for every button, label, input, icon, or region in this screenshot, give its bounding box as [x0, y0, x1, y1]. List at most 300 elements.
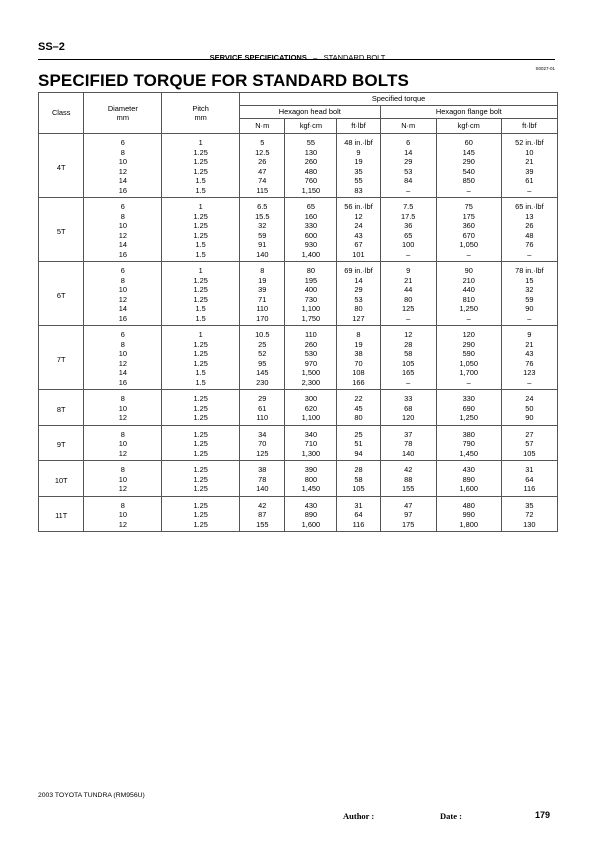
table-cell: 6	[84, 262, 162, 276]
footer-author-label: Author :	[343, 811, 375, 821]
table-cell: 1.25	[162, 439, 240, 449]
table-cell: 390	[285, 461, 337, 475]
table-cell: 16	[84, 186, 162, 198]
page-id: SS–2	[38, 41, 65, 53]
breadcrumb-separator: –	[313, 53, 318, 62]
table-cell: 1.25	[162, 359, 240, 369]
table-cell: 38	[337, 349, 380, 359]
table-cell: 44	[380, 285, 436, 295]
table-cell: 15	[501, 276, 557, 286]
table-row	[39, 425, 558, 439]
table-cell: 28	[380, 340, 436, 350]
table-cell: –	[380, 250, 436, 262]
table-row	[39, 413, 558, 425]
table-cell: 430	[285, 496, 337, 510]
table-cell: 210	[436, 276, 501, 286]
document-code: S0027-01	[535, 66, 555, 71]
table-cell: 47	[380, 496, 436, 510]
table-cell: 55	[337, 176, 380, 186]
table-cell: 12	[380, 326, 436, 340]
table-cell: 31	[501, 461, 557, 475]
table-cell: 37	[380, 425, 436, 439]
table-cell: 19	[337, 340, 380, 350]
table-cell: 7.5	[380, 198, 436, 212]
table-cell: 115	[240, 186, 285, 198]
table-row	[39, 390, 558, 404]
table-cell: 52	[240, 349, 285, 359]
table-cell: 12	[337, 212, 380, 222]
table-cell: 1.5	[162, 368, 240, 378]
header-head-ftlbf: ft·lbf	[337, 119, 380, 134]
table-cell: 70	[337, 359, 380, 369]
table-row	[39, 359, 558, 369]
table-row	[39, 250, 558, 262]
table-cell: 1,600	[436, 484, 501, 496]
table-cell: 125	[380, 304, 436, 314]
table-cell: 1,600	[285, 520, 337, 532]
table-cell: 480	[285, 167, 337, 177]
table-cell: 10	[84, 285, 162, 295]
table-row	[39, 510, 558, 520]
header-flange-ftlbf: ft·lbf	[501, 119, 557, 134]
table-cell: 84	[380, 176, 436, 186]
table-cell: 17.5	[380, 212, 436, 222]
table-cell: 165	[380, 368, 436, 378]
table-cell: 16	[84, 314, 162, 326]
table-cell: 2,300	[285, 378, 337, 390]
table-cell: 14	[337, 276, 380, 286]
table-cell: 155	[240, 520, 285, 532]
table-cell: 60	[436, 134, 501, 148]
table-cell: 145	[436, 148, 501, 158]
table-cell: –	[436, 186, 501, 198]
table-cell: 16	[84, 250, 162, 262]
table-cell: 19	[240, 276, 285, 286]
header-diameter-label: Diameter	[107, 103, 138, 113]
table-cell: 61	[501, 176, 557, 186]
table-cell: –	[380, 378, 436, 390]
table-cell: 1	[162, 326, 240, 340]
table-cell: –	[380, 314, 436, 326]
table-cell: 24	[337, 221, 380, 231]
table-cell: 12	[84, 295, 162, 305]
table-cell: 12	[84, 449, 162, 461]
table-cell: 29	[380, 157, 436, 167]
class-group	[39, 390, 558, 426]
table-cell: 12	[84, 359, 162, 369]
header-head-kgf: kgf·cm	[285, 119, 337, 134]
table-cell: 71	[240, 295, 285, 305]
header-hex-flange: Hexagon flange bolt	[380, 106, 557, 119]
table-cell: 87	[240, 510, 285, 520]
class-cell: 4T	[39, 134, 84, 198]
table-cell: 29	[337, 285, 380, 295]
table-row	[39, 167, 558, 177]
table-cell: 1,800	[436, 520, 501, 532]
table-cell: 105	[380, 359, 436, 369]
table-cell: 120	[436, 326, 501, 340]
table-cell: 1.25	[162, 425, 240, 439]
table-cell: 47	[240, 167, 285, 177]
table-cell: 26	[501, 221, 557, 231]
class-group	[39, 262, 558, 326]
table-row	[39, 262, 558, 276]
table-cell: 78	[380, 439, 436, 449]
table-row	[39, 148, 558, 158]
table-cell: 48 in.·lbf	[337, 134, 380, 148]
table-cell: 1.25	[162, 390, 240, 404]
table-cell: 8	[84, 340, 162, 350]
table-cell: 6	[84, 326, 162, 340]
header-flange-nm: N·m	[380, 119, 436, 134]
table-cell: 34	[240, 425, 285, 439]
table-cell: 1.25	[162, 157, 240, 167]
table-cell: 1.25	[162, 285, 240, 295]
class-cell: 7T	[39, 326, 84, 390]
header-specified-torque: Specified torque	[240, 93, 558, 106]
table-cell: 145	[240, 368, 285, 378]
table-row	[39, 212, 558, 222]
table-cell: 42	[240, 496, 285, 510]
table-cell: 22	[337, 390, 380, 404]
table-cell: 64	[337, 510, 380, 520]
table-cell: 1,700	[436, 368, 501, 378]
table-cell: 90	[501, 304, 557, 314]
table-cell: 300	[285, 390, 337, 404]
table-cell: 930	[285, 240, 337, 250]
table-cell: 12	[84, 167, 162, 177]
table-cell: 14	[84, 176, 162, 186]
table-cell: 1.25	[162, 484, 240, 496]
table-cell: 100	[380, 240, 436, 250]
table-cell: 57	[501, 439, 557, 449]
table-cell: 15.5	[240, 212, 285, 222]
class-cell: 8T	[39, 390, 84, 426]
table-cell: 90	[501, 413, 557, 425]
table-cell: 170	[240, 314, 285, 326]
table-cell: 8	[84, 276, 162, 286]
table-cell: 10	[501, 148, 557, 158]
table-cell: 43	[337, 231, 380, 241]
table-cell: 61	[240, 404, 285, 414]
table-cell: 52 in.·lbf	[501, 134, 557, 148]
table-cell: 890	[436, 475, 501, 485]
table-cell: 8	[84, 461, 162, 475]
table-row	[39, 231, 558, 241]
table-row	[39, 439, 558, 449]
table-cell: 120	[380, 413, 436, 425]
table-cell: 91	[240, 240, 285, 250]
table-cell: 80	[337, 304, 380, 314]
table-cell: 360	[436, 221, 501, 231]
class-group	[39, 134, 558, 198]
table-cell: 6	[84, 134, 162, 148]
table-row	[39, 157, 558, 167]
table-row	[39, 475, 558, 485]
table-cell: 21	[501, 157, 557, 167]
table-cell: 56 in.·lbf	[337, 198, 380, 212]
table-cell: 116	[337, 520, 380, 532]
table-cell: 1,450	[436, 449, 501, 461]
table-cell: 14	[380, 148, 436, 158]
table-cell: 8	[337, 326, 380, 340]
table-cell: 1,450	[285, 484, 337, 496]
class-cell: 6T	[39, 262, 84, 326]
table-cell: 330	[285, 221, 337, 231]
table-cell: 67	[337, 240, 380, 250]
table-cell: 72	[501, 510, 557, 520]
table-cell: 32	[501, 285, 557, 295]
table-cell: 140	[380, 449, 436, 461]
header-pitch	[162, 93, 240, 134]
class-group	[39, 326, 558, 390]
table-cell: 130	[501, 520, 557, 532]
table-cell: 1.25	[162, 212, 240, 222]
header-head-nm: N·m	[240, 119, 285, 134]
table-cell: 670	[436, 231, 501, 241]
table-cell: 80	[337, 413, 380, 425]
table-cell: 175	[436, 212, 501, 222]
table-cell: 260	[285, 340, 337, 350]
table-header	[39, 93, 558, 134]
table-cell: 8	[240, 262, 285, 276]
table-cell: 16	[84, 378, 162, 390]
table-cell: 8	[84, 212, 162, 222]
table-cell: 14	[84, 240, 162, 250]
table-cell: 31	[337, 496, 380, 510]
class-group	[39, 496, 558, 532]
table-cell: 10	[84, 404, 162, 414]
table-cell: 36	[380, 221, 436, 231]
table-cell: 19	[337, 157, 380, 167]
table-cell: 155	[380, 484, 436, 496]
table-cell: –	[380, 186, 436, 198]
table-cell: 76	[501, 240, 557, 250]
table-cell: 1,250	[436, 413, 501, 425]
table-cell: 1	[162, 198, 240, 212]
table-cell: 140	[240, 484, 285, 496]
table-cell: 127	[337, 314, 380, 326]
table-cell: –	[501, 186, 557, 198]
table-cell: 12	[84, 520, 162, 532]
table-cell: 24	[501, 390, 557, 404]
table-cell: 1.5	[162, 304, 240, 314]
table-cell: 1.25	[162, 475, 240, 485]
table-cell: 80	[285, 262, 337, 276]
table-cell: 13	[501, 212, 557, 222]
table-cell: 14	[84, 304, 162, 314]
table-cell: 160	[285, 212, 337, 222]
table-cell: 1.5	[162, 250, 240, 262]
table-row	[39, 496, 558, 510]
table-cell: 290	[436, 340, 501, 350]
table-cell: 69 in.·lbf	[337, 262, 380, 276]
table-cell: 29	[240, 390, 285, 404]
table-cell: 32	[240, 221, 285, 231]
table-cell: 1.25	[162, 349, 240, 359]
table-cell: 70	[240, 439, 285, 449]
table-cell: 1.25	[162, 510, 240, 520]
table-cell: 105	[501, 449, 557, 461]
table-row	[39, 304, 558, 314]
table-cell: 710	[285, 439, 337, 449]
table-cell: 55	[285, 134, 337, 148]
breadcrumb-subsection: STANDARD BOLT	[323, 53, 386, 62]
table-cell: 10	[84, 439, 162, 449]
table-cell: 94	[337, 449, 380, 461]
table-cell: 35	[501, 496, 557, 510]
table-cell: 5	[240, 134, 285, 148]
table-row	[39, 449, 558, 461]
table-row	[39, 295, 558, 305]
class-cell: 10T	[39, 461, 84, 497]
table-row	[39, 276, 558, 286]
header-pitch-label: Pitch	[192, 103, 209, 113]
table-cell: 290	[436, 157, 501, 167]
table-cell: 14	[84, 368, 162, 378]
table-cell: 6	[84, 198, 162, 212]
table-cell: 1,100	[285, 413, 337, 425]
table-cell: 12.5	[240, 148, 285, 158]
header-hex-head: Hexagon head bolt	[240, 106, 381, 119]
table-cell: 1.25	[162, 449, 240, 461]
class-cell: 9T	[39, 425, 84, 461]
table-cell: 800	[285, 475, 337, 485]
table-row	[39, 186, 558, 198]
table-row	[39, 314, 558, 326]
table-cell: 1.25	[162, 221, 240, 231]
table-cell: 48	[501, 231, 557, 241]
table-cell: 35	[337, 167, 380, 177]
table-cell: 10	[84, 221, 162, 231]
table-row	[39, 221, 558, 231]
table-cell: 1,750	[285, 314, 337, 326]
table-cell: 1.25	[162, 461, 240, 475]
class-cell: 11T	[39, 496, 84, 532]
table-cell: 65 in.·lbf	[501, 198, 557, 212]
table-cell: 74	[240, 176, 285, 186]
table-cell: 8	[84, 390, 162, 404]
table-cell: 540	[436, 167, 501, 177]
table-row	[39, 198, 558, 212]
table-cell: 1.25	[162, 167, 240, 177]
table-cell: 78	[240, 475, 285, 485]
table-cell: 12	[84, 413, 162, 425]
table-cell: 95	[240, 359, 285, 369]
table-cell: 6.5	[240, 198, 285, 212]
table-cell: 28	[337, 461, 380, 475]
table-cell: 12	[84, 231, 162, 241]
table-cell: 105	[337, 484, 380, 496]
table-cell: 110	[240, 413, 285, 425]
page-title: SPECIFIED TORQUE FOR STANDARD BOLTS	[38, 71, 409, 90]
table-row	[39, 349, 558, 359]
table-cell: 10.5	[240, 326, 285, 340]
table-cell: 130	[285, 148, 337, 158]
table-cell: 90	[436, 262, 501, 276]
table-cell: 83	[337, 186, 380, 198]
table-cell: 64	[501, 475, 557, 485]
table-cell: 1,150	[285, 186, 337, 198]
table-row	[39, 176, 558, 186]
table-cell: 1.25	[162, 520, 240, 532]
table-cell: 1.5	[162, 240, 240, 250]
table-cell: 108	[337, 368, 380, 378]
table-cell: 9	[380, 262, 436, 276]
table-cell: 440	[436, 285, 501, 295]
table-cell: 850	[436, 176, 501, 186]
table-cell: 1,400	[285, 250, 337, 262]
table-cell: 25	[337, 425, 380, 439]
table-cell: 21	[501, 340, 557, 350]
table-cell: 65	[380, 231, 436, 241]
header-diameter	[84, 93, 162, 134]
table-cell: 530	[285, 349, 337, 359]
table-cell: 10	[84, 510, 162, 520]
table-cell: 1.5	[162, 176, 240, 186]
table-cell: –	[501, 378, 557, 390]
table-cell: 39	[501, 167, 557, 177]
table-cell: 1,300	[285, 449, 337, 461]
table-cell: 195	[285, 276, 337, 286]
table-cell: 116	[501, 484, 557, 496]
table-cell: 8	[84, 425, 162, 439]
table-cell: 80	[380, 295, 436, 305]
table-row	[39, 134, 558, 148]
torque-table	[38, 92, 558, 532]
table-row	[39, 404, 558, 414]
table-row	[39, 484, 558, 496]
table-cell: 8	[84, 496, 162, 510]
table-row	[39, 240, 558, 250]
table-cell: 1.25	[162, 413, 240, 425]
table-cell: –	[436, 250, 501, 262]
table-cell: 78 in.·lbf	[501, 262, 557, 276]
table-cell: 25	[240, 340, 285, 350]
table-cell: –	[436, 378, 501, 390]
table-cell: 33	[380, 390, 436, 404]
table-cell: 125	[240, 449, 285, 461]
table-cell: 620	[285, 404, 337, 414]
table-cell: 50	[501, 404, 557, 414]
table-cell: 1.5	[162, 378, 240, 390]
table-cell: 1,100	[285, 304, 337, 314]
table-row	[39, 461, 558, 475]
footer-vehicle: 2003 TOYOTA TUNDRA (RM956U)	[38, 792, 145, 799]
table-cell: 340	[285, 425, 337, 439]
table-row	[39, 285, 558, 295]
table-cell: 21	[380, 276, 436, 286]
table-cell: 38	[240, 461, 285, 475]
table-cell: –	[501, 250, 557, 262]
table-cell: 1.25	[162, 148, 240, 158]
table-cell: 10	[84, 349, 162, 359]
table-cell: 110	[240, 304, 285, 314]
table-cell: 58	[380, 349, 436, 359]
table-cell: 53	[380, 167, 436, 177]
table-cell: 6	[380, 134, 436, 148]
table-row	[39, 378, 558, 390]
header-flange-kgf: kgf·cm	[436, 119, 501, 134]
table-cell: 810	[436, 295, 501, 305]
table-cell: 1	[162, 262, 240, 276]
table-cell: 75	[436, 198, 501, 212]
table-cell: 480	[436, 496, 501, 510]
table-cell: 59	[240, 231, 285, 241]
footer-page-number: 179	[534, 810, 550, 820]
table-cell: 790	[436, 439, 501, 449]
table-cell: 88	[380, 475, 436, 485]
